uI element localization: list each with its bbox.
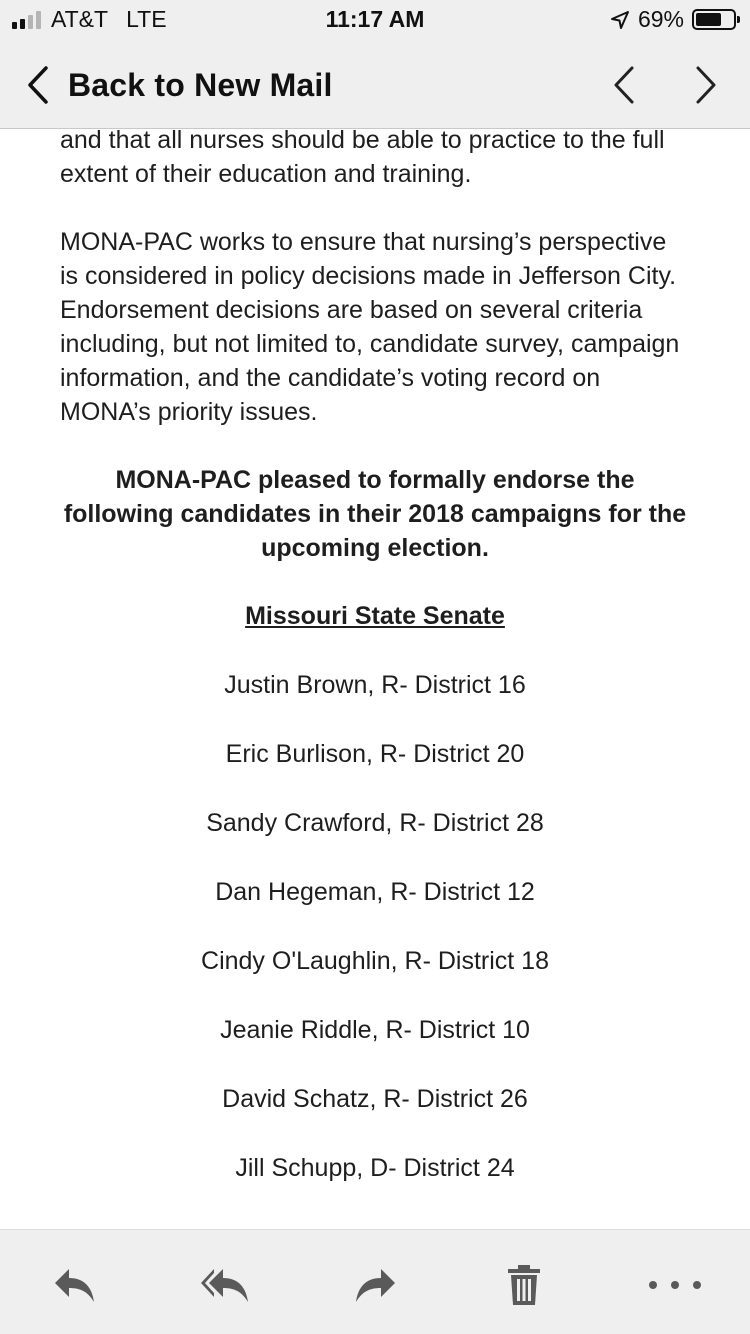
trash-icon bbox=[507, 1264, 541, 1306]
next-message-button[interactable] bbox=[686, 62, 726, 108]
more-button[interactable] bbox=[645, 1260, 705, 1310]
reply-all-button[interactable] bbox=[195, 1260, 255, 1310]
reply-icon bbox=[53, 1265, 97, 1305]
endorsement-headline: MONA-PAC pleased to formally endorse the following candidates in their 2018 campaigns for the upcoming election. bbox=[63, 466, 687, 562]
navigation-bar bbox=[0, 40, 750, 129]
body-paragraph: MONA-PAC works to ensure that nursing’s perspective is considered in policy decisions made in Jefferson City. Endorsement decisions are based on several criteria including, but not limited to, candidate survey, campaign information, and the candidate’s voting record on MONA’s priority issues. bbox=[60, 228, 680, 426]
body-paragraph: and that all nurses should be able to practice to the full extent of their education and training. bbox=[60, 129, 665, 188]
chevron-left-icon bbox=[612, 65, 636, 105]
clock: 11:17 AM bbox=[325, 6, 425, 32]
status-bar bbox=[0, 0, 750, 40]
candidate-item: Jill Schupp, D- District 24 bbox=[235, 1154, 515, 1182]
candidate-item: Jeanie Riddle, R- District 10 bbox=[220, 1016, 530, 1044]
email-body[interactable] bbox=[0, 129, 750, 1229]
carrier-name: AT&T bbox=[51, 6, 109, 32]
delete-button[interactable] bbox=[494, 1260, 554, 1310]
candidate-item: Sandy Crawford, R- District 28 bbox=[206, 809, 544, 837]
more-icon bbox=[645, 1279, 705, 1291]
reply-all-icon bbox=[200, 1265, 250, 1305]
candidate-item: Dan Hegeman, R- District 12 bbox=[215, 878, 535, 906]
candidate-item: Justin Brown, R- District 16 bbox=[224, 671, 526, 699]
network-type: LTE bbox=[126, 6, 167, 32]
candidate-item: David Schatz, R- District 26 bbox=[222, 1085, 528, 1113]
bottom-toolbar bbox=[0, 1229, 750, 1334]
candidate-item: Cindy O'Laughlin, R- District 18 bbox=[201, 947, 549, 975]
chevron-right-icon bbox=[694, 65, 718, 105]
battery-percent: 69% bbox=[637, 6, 684, 32]
status-right bbox=[610, 6, 736, 33]
location-arrow-icon bbox=[610, 10, 630, 30]
candidate-item: Eric Burlison, R- District 20 bbox=[225, 740, 525, 768]
forward-button[interactable] bbox=[345, 1260, 405, 1310]
previous-message-button[interactable] bbox=[604, 62, 644, 108]
candidate-list bbox=[60, 668, 690, 1220]
message-navigation bbox=[604, 62, 726, 108]
section-title: Missouri State Senate bbox=[245, 602, 505, 630]
back-button-label: Back to New Mail bbox=[68, 66, 333, 103]
reply-button[interactable] bbox=[45, 1260, 105, 1310]
forward-icon bbox=[353, 1265, 397, 1305]
battery-icon bbox=[692, 9, 736, 30]
chevron-left-icon bbox=[26, 65, 50, 105]
back-button[interactable] bbox=[26, 62, 333, 108]
